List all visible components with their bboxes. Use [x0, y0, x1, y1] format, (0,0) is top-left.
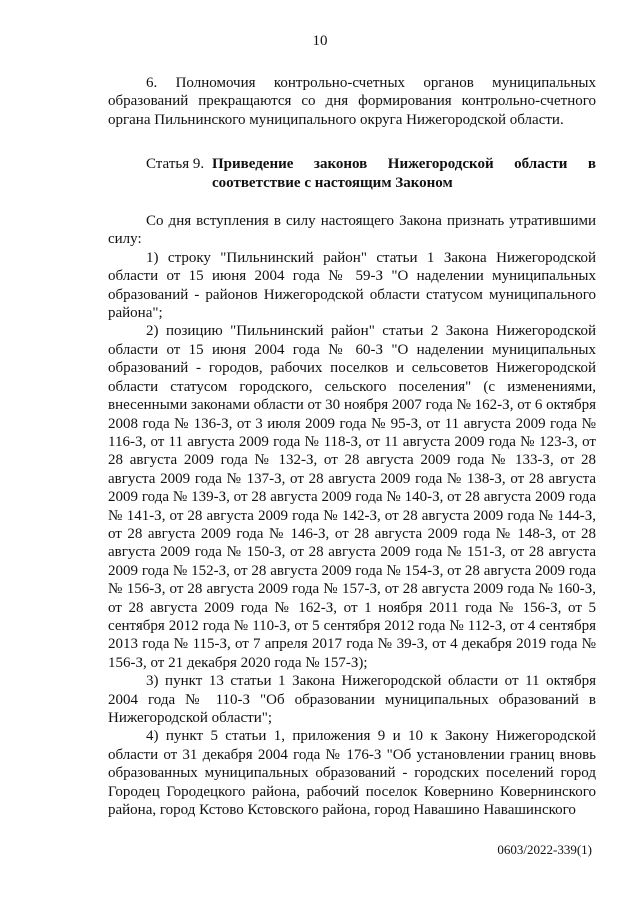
article-number: Статья 9. [146, 156, 205, 173]
intro-paragraph: Со дня вступления в силу настоящего Закона признать утратившими силу: [108, 213, 596, 248]
document-code: 0603/2022-339(1) [497, 842, 592, 857]
document-body [108, 74, 596, 819]
list-item-3: 3) пункт 13 статьи 1 Закона Нижегородской области от 11 октября 2004 года № 110-З "Об образовании муниципальных образований в Нижегородской области"; [108, 673, 596, 726]
paragraph-6: 6. Полномочия контрольно-счетных органов муниципальных образований прекращаются со дня формирования контрольно-счетного органа Пильнинского муниципального округа Нижегородской области. [108, 75, 596, 128]
page-number: 10 [312, 33, 328, 49]
list-item-1: 1) строку "Пильнинский район" статьи 1 Закона Нижегородской области от 15 июня 2004 года № 59-З "О наделении муниципальных образований - районов Нижегородской области статусом муниципального района"; [108, 249, 596, 322]
list-item-4: 4) пункт 5 статьи 1, приложения 9 и 10 к Закону Нижегородской области от 31 декабря 2004 года № 176-З "Об установлении границ вновь образованных муниципальных образований - городских поселений город Городец Городецкого района, рабочий поселок Ковернино Ковернинского района, город Кстово Кстовского района, город Навашино Навашинского [108, 728, 596, 819]
article-title: Приведение законов Нижегородской области в соответствие с настоящим Законом [212, 156, 596, 191]
list-item-2: 2) позицию "Пильнинский район" статьи 2 Закона Нижегородской области от 15 июня 2004 года № 60-З "О наделении муниципальных образований - городов, рабочих поселков и сельсоветов Нижегородской области статусом городского, сельского поселения" (с изменениями, внесенными законами области от 30 ноября 2007 года № 162-З, от 6 октября 2008 года № 136-З, от 3 июля 2009 года № 95-З, от 11 августа 2009 года № 116-З, от 11 августа 2009 года № 118-З, от 11 августа 2009 года № 123-З, от 28 августа 2009 года № 132-З, от 28 августа 2009 года № 133-З, от 28 августа 2009 года № 137-З, от 28 августа 2009 года № 138-З, от 28 августа 2009 года № 139-З, от 28 августа 2009 года № 140-З, от 28 августа 2009 года № 141-З, от 28 августа 2009 года № 142-З, от 28 августа 2009 года № 144-З, от 28 августа 2009 года № 146-З, от 28 августа 2009 года № 148-З, от 28 августа 2009 года № 150-З, от 28 августа 2009 года № 151-З, от 28 августа 2009 года № 152-З, от 28 августа 2009 года № 154-З, от 28 августа 2009 года № 156-З, от 28 августа 2009 года № 157-З, от 28 августа 2009 года № 160-З, от 28 августа 2009 года № 162-З, от 1 ноября 2011 года № 156-З, от 5 сентября 2012 года № 110-З, от 5 сентября 2012 года № 112-З, от 4 сентября 2013 года № 115-З, от 7 апреля 2017 года № 39-З, от 4 декабря 2019 года № 156-З, от 21 декабря 2020 года № 157-З); [108, 323, 596, 671]
article-heading [108, 155, 596, 192]
